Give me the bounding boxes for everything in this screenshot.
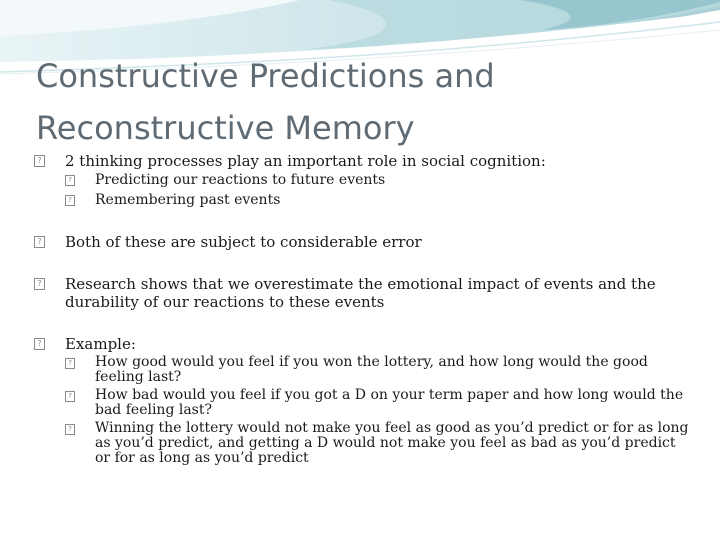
sub-bullet-text: Predicting our reactions to future events: [95, 172, 386, 188]
sub-bullet-text: How bad would you feel if you got a D on your term paper and how long would the bad feeling last?: [95, 387, 684, 418]
bullet-text: 2 thinking processes play an important role in social cognition:: [65, 152, 546, 170]
sub-bullet-conclusion: [34, 421, 694, 466]
sub-bullet-text: How good would you feel if you won the lottery, and how long would the good feeling last?: [95, 354, 648, 385]
bullet-example: [34, 335, 694, 353]
sub-bullet-box-icon: ?: [65, 424, 75, 435]
sub-bullet-grade-question: [34, 388, 694, 418]
bullet-text: Both of these are subject to considerable error: [65, 233, 422, 251]
sub-bullet-predicting: [34, 172, 694, 189]
sub-bullet-text: Winning the lottery would not make you feel as good as you’d predict or for as long as you’d predict, and getting a D would not make you feel as bad as you’d predict or for as long as you’d predict: [95, 420, 689, 466]
sub-bullet-box-icon: ?: [65, 175, 75, 186]
slide-body: [34, 152, 694, 466]
bullet-box-icon: ?: [34, 155, 45, 167]
slide-title: [36, 50, 686, 154]
sub-bullet-remembering: [34, 192, 694, 209]
sub-bullet-box-icon: ?: [65, 195, 75, 206]
bullet-text: Example:: [65, 335, 136, 353]
sub-bullet-text: Remembering past events: [95, 192, 281, 208]
sub-bullet-box-icon: ?: [65, 391, 75, 402]
bullet-box-icon: ?: [34, 278, 45, 290]
bullet-box-icon: ?: [34, 236, 45, 248]
bullet-text: Research shows that we overestimate the emotional impact of events and the durability of our reactions to these events: [65, 275, 656, 311]
bullet-box-icon: ?: [34, 338, 45, 350]
bullet-thinking-processes: [34, 152, 694, 170]
slide-title-line-2: Reconstructive Memory: [36, 109, 415, 147]
bullet-subject-to-error: [34, 233, 694, 251]
bullet-research-shows: [34, 275, 694, 311]
sub-bullet-box-icon: ?: [65, 358, 75, 369]
slide-title-line-1: Constructive Predictions and: [36, 57, 495, 95]
sub-bullet-lottery-question: [34, 355, 694, 385]
